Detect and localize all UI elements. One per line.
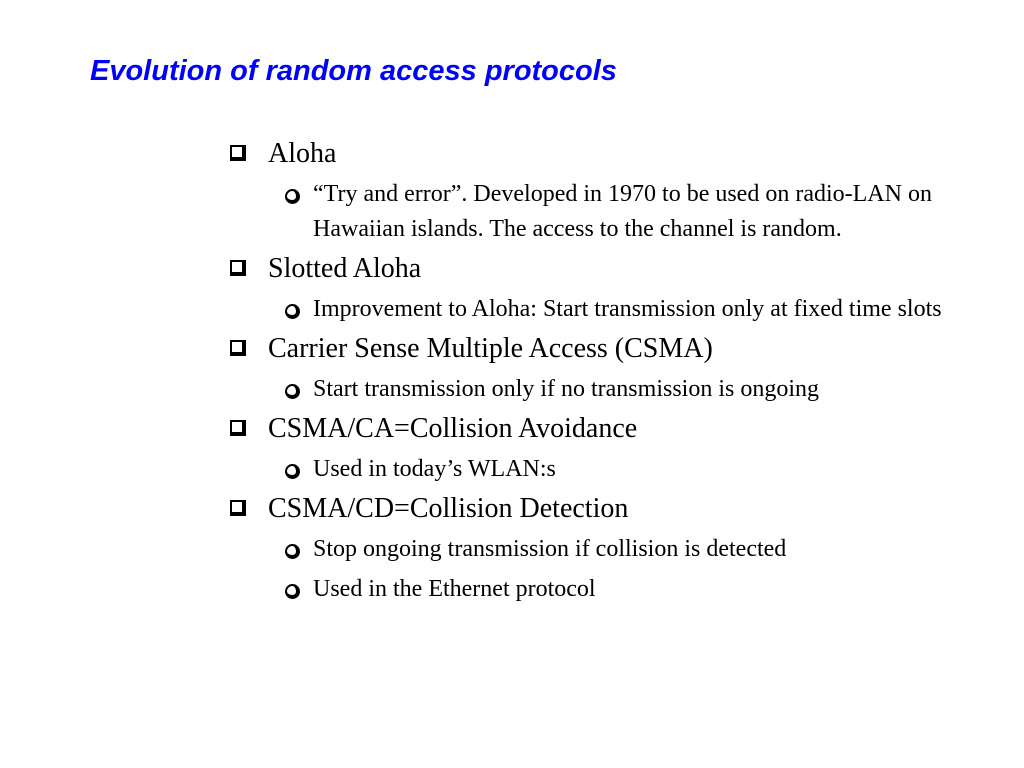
- sub-item: [230, 177, 965, 247]
- list-item-label: Carrier Sense Multiple Access (CSMA): [268, 333, 713, 364]
- sub-item: [230, 372, 965, 407]
- sub-item-text: “Try and error”. Developed in 1970 to be used on radio-LAN on Hawaiian islands. The access to the channel is random.: [313, 181, 932, 242]
- sub-item: [230, 532, 965, 567]
- list-item-label: CSMA/CD=Collision Detection: [268, 493, 629, 524]
- square-bullet-icon: [230, 340, 246, 356]
- list-item-label: Slotted Aloha: [268, 253, 422, 284]
- round-bullet-icon: [285, 304, 300, 319]
- sub-item-text: Stop ongoing transmission if collision is detected: [313, 536, 787, 562]
- sub-item-text: Used in today’s WLAN:s: [313, 456, 556, 482]
- list-item-label: CSMA/CA=Collision Avoidance: [268, 413, 638, 444]
- sub-item-text: Used in the Ethernet protocol: [313, 576, 596, 602]
- square-bullet-icon: [230, 145, 246, 161]
- round-bullet-icon: [285, 544, 300, 559]
- square-bullet-icon: [230, 420, 246, 436]
- sub-item: [230, 572, 965, 607]
- list-item-aloha: [230, 137, 965, 171]
- list-item-csma: [230, 332, 965, 366]
- round-bullet-icon: [285, 464, 300, 479]
- bullet-list: [230, 137, 965, 612]
- sub-item: [230, 292, 965, 327]
- list-item-slotted-aloha: [230, 252, 965, 286]
- round-bullet-icon: [285, 384, 300, 399]
- list-item-csma-ca: [230, 412, 965, 446]
- slide-title: Evolution of random access protocols: [90, 55, 617, 87]
- round-bullet-icon: [285, 189, 300, 204]
- sub-item: [230, 452, 965, 487]
- sub-item-text: Start transmission only if no transmission is ongoing: [313, 376, 820, 402]
- square-bullet-icon: [230, 260, 246, 276]
- list-item-csma-cd: [230, 492, 965, 526]
- sub-item-text: Improvement to Aloha: Start transmission only at fixed time slots: [313, 296, 942, 322]
- square-bullet-icon: [230, 500, 246, 516]
- round-bullet-icon: [285, 584, 300, 599]
- list-item-label: Aloha: [268, 138, 337, 169]
